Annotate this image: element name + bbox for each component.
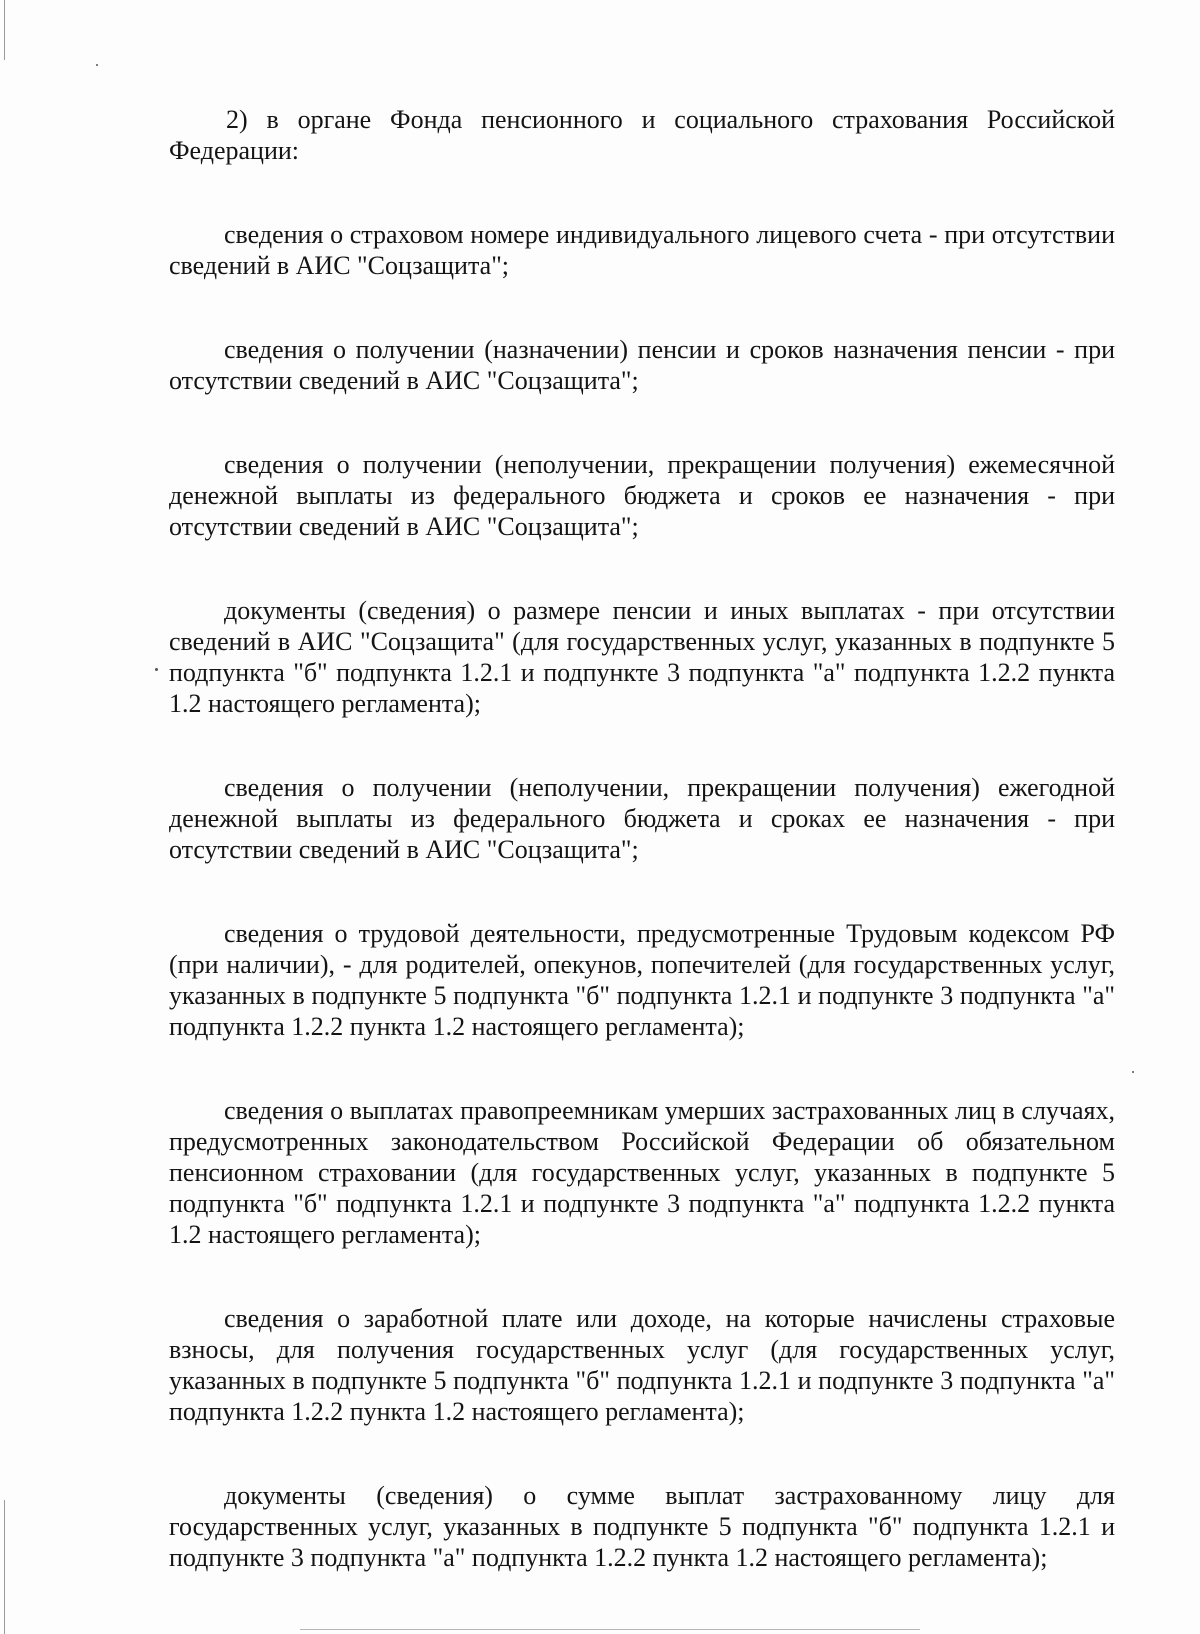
scan-edge-line [4, 1500, 5, 1634]
paragraph-pension-assignment: сведения о получении (назначении) пенсии и сроков назначения пенсии - при отсутствии сведений в АИС "Соцзащита"; [169, 335, 1115, 395]
scan-speck [96, 64, 98, 66]
paragraph-insured-payments: документы (сведения) о сумме выплат застрахованному лицу для государственных услуг, указанных в подпункте 5 подпункта "б" подпункта 1.2.1 и подпункте 3 подпункта "а" подпункта 1.2.2 пункта 1.2 настоящего регламента); [169, 1481, 1115, 1572]
scan-edge-line [4, 0, 5, 60]
paragraph-pfr-heading: 2) в органе Фонда пенсионного и социального страхования Российской Федерации: [169, 105, 1115, 165]
paragraph-pension-amount: документы (сведения) о размере пенсии и иных выплатах - при отсутствии сведений в АИС "Соцзащита" (для государственных услуг, указанных в подпункте 5 подпункта "б" подпункта 1.2.1 и подпункте 3 подпункта "а" подпункта 1.2.2 пункта 1.2 настоящего регламента); [169, 596, 1115, 718]
scan-speck [1132, 1071, 1134, 1073]
paragraph-successor-payments: сведения о выплатах правопреемникам умерших застрахованных лиц в случаях, предусмотренных законодательством Российской Федерации об обязательном пенсионном страховании (для государственных услуг, указанных в подпункте 5 подпункта "б" подпункта 1.2.1 и подпункте 3 подпункта "а" подпункта 1.2.2 пункта 1.2 настоящего регламента); [169, 1096, 1115, 1249]
paragraph-salary-income: сведения о заработной плате или доходе, на которые начислены страховые взносы, для получения государственных услуг (для государственных услуг, указанных в подпункте 5 подпункта "б" подпункта 1.2.1 и подпункте 3 подпункта "а" подпункта 1.2.2 пункта 1.2 настоящего регламента); [169, 1304, 1115, 1426]
document-body [169, 104, 1115, 1626]
scan-speck [155, 668, 158, 671]
paragraph-insurance-number: сведения о страховом номере индивидуального лицевого счета - при отсутствии сведений в АИС "Соцзащита"; [169, 220, 1115, 280]
paragraph-labor-activity: сведения о трудовой деятельности, предусмотренные Трудовым кодексом РФ (при наличии), - для родителей, опекунов, попечителей (для государственных услуг, указанных в подпункте 5 подпункта "б" подпункта 1.2.1 и подпункте 3 подпункта "а" подпункта 1.2.2 пункта 1.2 настоящего регламента); [169, 919, 1115, 1041]
scan-bottom-edge [300, 1629, 920, 1630]
paragraph-annual-payment: сведения о получении (неполучении, прекращении получения) ежегодной денежной выплаты из федерального бюджета и сроках ее назначения - при отсутствии сведений в АИС "Соцзащита"; [169, 773, 1115, 864]
paragraph-monthly-payment: сведения о получении (неполучении, прекращении получения) ежемесячной денежной выплаты из федерального бюджета и сроков ее назначения - при отсутствии сведений в АИС "Соцзащита"; [169, 450, 1115, 541]
